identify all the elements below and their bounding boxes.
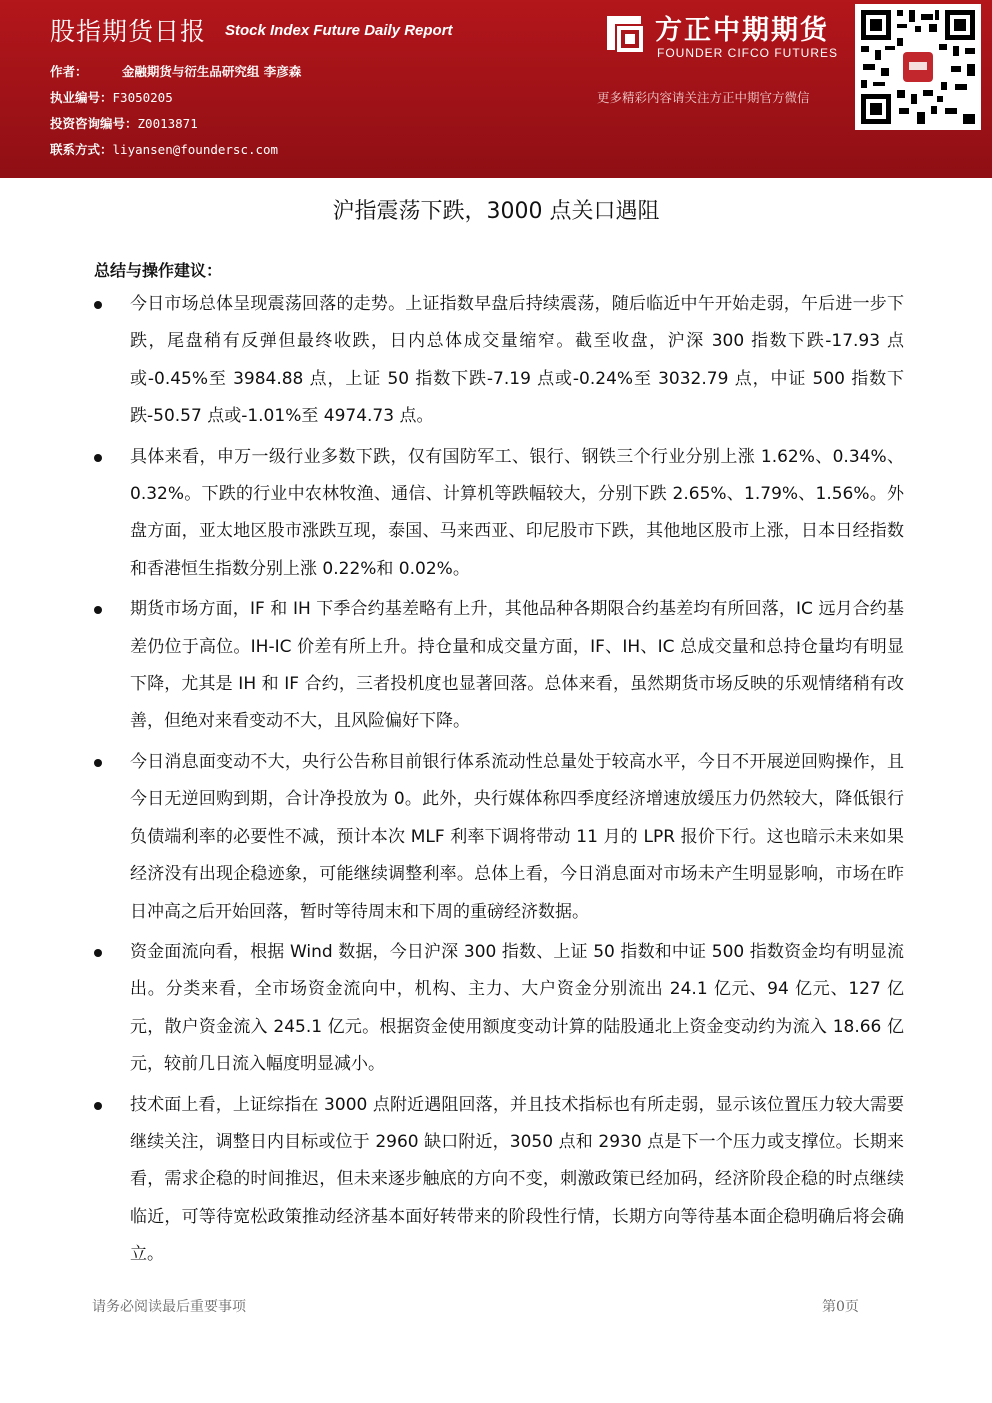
list-item bbox=[94, 744, 904, 931]
consult-line bbox=[50, 114, 198, 132]
consult-value: Z0013871 bbox=[137, 116, 198, 131]
bullet-text: 资金面流向看，根据 Wind 数据，今日沪深 300 指数、上证 50 指数和中证 500 指数资金均有明显流出。分类来看，全市场资金流向中，机构、主力、大户资金分别流出 24.1 亿元、94 亿元、127 亿元，散户资金流入 245.1 亿元。根据资金使用额度变动计算的陆股通北上资金变动约为流入 18.66 亿元，较前几日流入幅度明显减小。 bbox=[130, 941, 904, 1075]
author-label: 作者： bbox=[50, 64, 88, 79]
list-item bbox=[94, 439, 904, 589]
report-type-title: 股指期货日报 bbox=[50, 17, 207, 46]
contact-label: 联系方式： bbox=[50, 142, 113, 157]
bullet-icon bbox=[94, 949, 102, 957]
bullet-text: 期货市场方面，IF 和 IH 下季合约基差略有上升，其他品种各期限合约基差均有所回落，IC 远月合约基差仍位于高位。IH-IC 价差有所上升。持仓量和成交量方面，IF、IH、IC 总成交量和总持仓量均有明显下降，尤其是 IH 和 IF 合约，三者投机度也显著回落。总体来看，虽然期货市场反映的乐观情绪稍有改善，但绝对来看变动不大，且风险偏好下降。 bbox=[130, 599, 904, 732]
bullet-text: 具体来看，申万一级行业多数下跌，仅有国防军工、银行、钢铁三个行业分别上涨 1.62%、0.34%、0.32%。下跌的行业中农林牧渔、通信、计算机等跌幅较大，分别下跌 2.65%、1.79%、1.56%。外盘方面，亚太地区股市涨跌互现，泰国、马来西亚、印尼股市下跌，其他地区股市上涨，日本日经指数和香港恒生指数分别上涨 0.22%和 0.02%。 bbox=[130, 446, 904, 579]
brand-name-cn: 方正中期期货 bbox=[655, 15, 829, 46]
bullet-icon bbox=[94, 759, 102, 767]
section-heading: 总结与操作建议： bbox=[94, 261, 223, 280]
bullet-icon bbox=[94, 454, 102, 462]
brand-name-en: FOUNDER CIFCO FUTURES bbox=[657, 46, 838, 60]
contact-line bbox=[50, 140, 278, 158]
author-line bbox=[50, 62, 301, 80]
footer-notice: 请务必阅读最后重要事项 bbox=[92, 1299, 246, 1315]
license-value: F3050205 bbox=[112, 90, 173, 105]
summary-bullet-list bbox=[94, 286, 904, 1277]
author-value: 金融期货与衍生品研究组 李彦森 bbox=[121, 64, 302, 79]
bullet-text: 今日消息面变动不大，央行公告称目前银行体系流动性总量处于较高水平，今日不开展逆回购操作，且今日无逆回购到期，合计净投放为 0。此外，央行媒体称四季度经济增速放缓压力仍然较大，降低银行负债端利率的必要性不减，预计本次 MLF 利率下调将带动 11 月的 LPR 报价下行。这也暗示未来如果经济没有出现企稳迹象，可能继续调整利率。总体上看，今日消息面对市场未产生明显影响，市场在昨日冲高之后开始回落，暂时等待周末和下周的重磅经济数据。 bbox=[130, 751, 904, 922]
bullet-icon bbox=[94, 1102, 102, 1110]
list-item bbox=[94, 286, 904, 436]
bullet-icon bbox=[94, 301, 102, 309]
qr-code-icon[interactable] bbox=[855, 4, 981, 130]
report-header bbox=[0, 0, 992, 178]
license-label: 执业编号： bbox=[50, 90, 113, 105]
page-number: 第0页 bbox=[822, 1299, 859, 1315]
consult-label: 投资咨询编号： bbox=[50, 116, 138, 131]
wechat-note: 更多精彩内容请关注方正中期官方微信 bbox=[597, 90, 810, 105]
brand-logo-icon bbox=[603, 12, 645, 54]
bullet-text: 技术面上看，上证综指在 3000 点附近遇阻回落，并且技术指标也有所走弱，显示该位置压力较大需要继续关注，调整日内目标或位于 2960 缺口附近，3050 点和 2930 点是下一个压力或支撑位。长期来看，需求企稳的时间推迟，但未来逐步触底的方向不变，刺激政策已经加码，经济阶段企稳的时点继续临近，可等待宽松政策推动经济基本面好转带来的阶段性行情，长期方向等待基本面企稳明确后将会确立。 bbox=[130, 1094, 904, 1265]
document-title: 沪指震荡下跌，3000 点关口遇阻 bbox=[332, 199, 660, 224]
contact-value[interactable]: liyansen@foundersc.com bbox=[112, 142, 279, 157]
list-item bbox=[94, 591, 904, 741]
license-line bbox=[50, 88, 173, 106]
list-item bbox=[94, 934, 904, 1084]
bullet-icon bbox=[94, 606, 102, 614]
report-type-subtitle: Stock Index Future Daily Report bbox=[225, 22, 453, 39]
bullet-text: 今日市场总体呈现震荡回落的走势。上证指数早盘后持续震荡，随后临近中午开始走弱，午后进一步下跌，尾盘稍有反弹但最终收跌，日内总体成交量缩窄。截至收盘，沪深 300 指数下跌-17.93 点或-0.45%至 3984.88 点，上证 50 指数下跌-7.19 点或-0.24%至 3032.79 点，中证 500 指数下跌-50.57 点或-1.01%至 4974.73 点。 bbox=[130, 294, 904, 427]
list-item bbox=[94, 1087, 904, 1274]
